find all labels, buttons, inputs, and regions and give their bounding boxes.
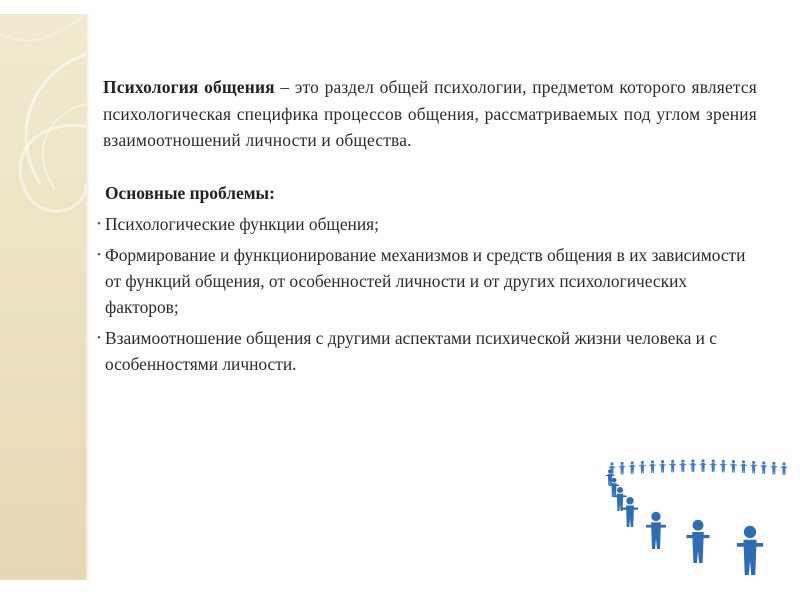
list-item-text: Формирование и функционирование механизмов и средств общения в их зависимости от функций общения, от особенностей личности и от других психологических факторов; [105,245,746,317]
problems-heading: Основные проблемы: [105,182,275,203]
person-figure [686,520,709,563]
person-figure [720,460,727,473]
decorative-side-band [0,14,86,580]
intro-term: Психология общения [103,77,275,97]
person-figure [690,459,697,472]
person-figure [700,459,707,472]
person-figure [679,460,686,473]
list-item [97,211,757,237]
slide-content [97,74,758,377]
person-figure [750,461,757,474]
person-figure [622,497,638,527]
person-figure [737,526,763,575]
bullet-icon: • [97,249,101,261]
list-item [97,325,757,377]
bullet-icon: • [97,218,101,230]
band-edge-shadow [86,14,90,580]
person-figure [781,462,788,475]
people-circle-illustration [600,445,790,580]
person-figure [771,462,778,475]
person-figure [646,512,666,549]
person-figure [659,460,666,473]
person-figure [669,460,676,473]
intro-definition: – это раздел общей психологии, предметом которого является психологическая специфика процессов общения, рассматриваемых под углом зрения взаимоотношений личности и общества. [103,77,758,150]
problems-list [97,211,757,377]
list-item-text: Взаимоотношение общения с другими аспектами психической жизни человека и с особенностями личности. [105,328,718,374]
person-figure [619,462,626,475]
intro-paragraph [103,74,757,154]
person-figure [760,461,767,474]
bullet-icon: • [97,332,101,344]
person-figure [740,460,747,473]
person-figure [710,460,717,473]
person-figure [639,461,646,474]
person-figure [649,460,656,473]
swirl-ornament [0,14,86,580]
person-figure [730,460,737,473]
person-figure [629,461,636,474]
list-item [97,242,757,320]
list-item-text: Психологические функции общения; [105,214,379,234]
